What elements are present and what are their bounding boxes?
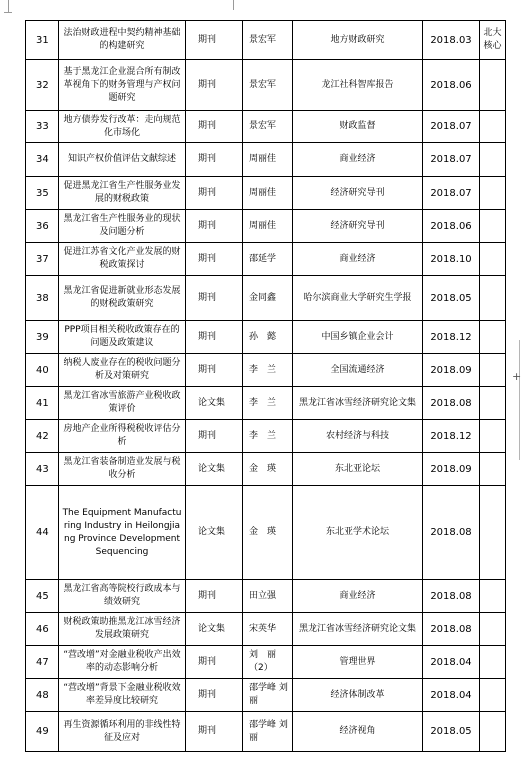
publication-type-cell: 期刊: [186, 679, 243, 712]
note-cell: [480, 354, 506, 387]
publication-date-cell: 2018.06: [423, 60, 480, 111]
publication-date-cell: 2018.06: [423, 210, 480, 243]
table-row: [26, 646, 506, 679]
table-row: [26, 276, 506, 321]
publication-date-cell: 2018.08: [423, 613, 480, 646]
publication-type-cell: 论文集: [186, 387, 243, 420]
paper-title-cell: 法治财政进程中契约精神基础的构建研究: [59, 21, 186, 60]
row-number-cell: 46: [26, 613, 59, 646]
row-number-cell: 35: [26, 177, 59, 210]
publication-venue-cell: 龙江社科智库报告: [293, 60, 423, 111]
publication-venue-cell: 经济研究导刊: [293, 210, 423, 243]
paper-title-cell: The Equipment Manufacturing Industry in Heilongjiang Province Development Sequencing: [59, 486, 186, 580]
publication-date-cell: 2018.12: [423, 321, 480, 354]
paper-title-cell: 财税政策助推黑龙江冰雪经济发展政策研究: [59, 613, 186, 646]
crop-mark: [4, 12, 12, 13]
publication-date-cell: 2018.05: [423, 712, 480, 752]
row-number-cell: 37: [26, 243, 59, 276]
paper-title-cell: 房地产企业所得税税收评估分析: [59, 420, 186, 453]
author-cell: 邵学峰 刘 丽: [243, 712, 293, 752]
row-number-cell: 38: [26, 276, 59, 321]
paper-title-cell: 黑龙江省生产性服务业的现状及问题分析: [59, 210, 186, 243]
table-row: [26, 21, 506, 60]
paper-title-cell: “营改增”背景下金融业税收效率差异度比较研究: [59, 679, 186, 712]
publication-venue-cell: 商业经济: [293, 243, 423, 276]
note-cell: [480, 243, 506, 276]
publication-date-cell: 2018.10: [423, 243, 480, 276]
author-cell: 周丽佳: [243, 210, 293, 243]
paper-title-cell: 促进黑龙江省生产性服务业发展的财税政策: [59, 177, 186, 210]
margin-marker: [519, 340, 520, 460]
paper-title-cell: 知识产权价值评估文献综述: [59, 143, 186, 177]
note-cell: [480, 387, 506, 420]
note-cell: [480, 646, 506, 679]
note-cell: [480, 60, 506, 111]
author-cell: 金 瑛: [243, 486, 293, 580]
author-cell: 李 兰: [243, 387, 293, 420]
author-cell: 景宏军: [243, 60, 293, 111]
publication-type-cell: 论文集: [186, 486, 243, 580]
paper-title-cell: 促进江苏省文化产业发展的财税政策探讨: [59, 243, 186, 276]
publication-venue-cell: 黑龙江省冰雪经济研究论文集: [293, 387, 423, 420]
note-cell: [480, 321, 506, 354]
crop-mark: [233, 0, 234, 10]
author-cell: 邵延学: [243, 243, 293, 276]
publication-type-cell: 期刊: [186, 712, 243, 752]
paper-title-cell: 纳税人废业存在的税收问题分析及对策研究: [59, 354, 186, 387]
row-number-cell: 41: [26, 387, 59, 420]
row-number-cell: 36: [26, 210, 59, 243]
author-cell: 景宏军: [243, 21, 293, 60]
paper-title-cell: 黑龙江省高等院校行政成本与绩效研究: [59, 580, 186, 613]
row-number-cell: 33: [26, 111, 59, 143]
publication-type-cell: 期刊: [186, 580, 243, 613]
note-cell: [480, 712, 506, 752]
margin-plus-mark: +: [512, 370, 522, 383]
paper-title-cell: 地方债券发行改革：走向规范化市场化: [59, 111, 186, 143]
row-number-cell: 43: [26, 453, 59, 486]
publication-venue-cell: 东北亚论坛: [293, 453, 423, 486]
table-row: [26, 486, 506, 580]
publication-venue-cell: 商业经济: [293, 143, 423, 177]
publication-table: [25, 20, 506, 752]
publication-type-cell: 期刊: [186, 321, 243, 354]
publication-venue-cell: 全国流通经济: [293, 354, 423, 387]
table-row: [26, 60, 506, 111]
note-cell: [480, 210, 506, 243]
paper-title-cell: “营改增”对金融业税收产出效率的动态影响分析: [59, 646, 186, 679]
publication-date-cell: 2018.04: [423, 646, 480, 679]
publication-venue-cell: 地方财政研究: [293, 21, 423, 60]
publication-type-cell: 论文集: [186, 453, 243, 486]
note-cell: [480, 276, 506, 321]
publication-date-cell: 2018.05: [423, 276, 480, 321]
publication-type-cell: 期刊: [186, 210, 243, 243]
publication-venue-cell: 管理世界: [293, 646, 423, 679]
table-row: [26, 679, 506, 712]
publication-type-cell: 期刊: [186, 177, 243, 210]
publication-venue-cell: 经济体制改革: [293, 679, 423, 712]
row-number-cell: 49: [26, 712, 59, 752]
note-cell: [480, 143, 506, 177]
table-row: [26, 420, 506, 453]
table-row: [26, 712, 506, 752]
table-body: [26, 21, 506, 752]
table-row: [26, 210, 506, 243]
row-number-cell: 39: [26, 321, 59, 354]
publication-type-cell: 期刊: [186, 60, 243, 111]
publication-type-cell: 期刊: [186, 143, 243, 177]
author-cell: 景宏军: [243, 111, 293, 143]
note-cell: [480, 453, 506, 486]
author-cell: 田立强: [243, 580, 293, 613]
author-cell: 周丽佳: [243, 177, 293, 210]
publication-venue-cell: 商业经济: [293, 580, 423, 613]
row-number-cell: 32: [26, 60, 59, 111]
publication-type-cell: 期刊: [186, 646, 243, 679]
table-row: [26, 580, 506, 613]
note-cell: [480, 177, 506, 210]
row-number-cell: 48: [26, 679, 59, 712]
publication-date-cell: 2018.04: [423, 679, 480, 712]
note-cell: [480, 679, 506, 712]
publication-venue-cell: 东北亚学术论坛: [293, 486, 423, 580]
paper-title-cell: 黑龙江省促进新就业形态发展的财税政策研究: [59, 276, 186, 321]
publication-type-cell: 期刊: [186, 111, 243, 143]
publication-venue-cell: 黑龙江省冰雪经济研究论文集: [293, 613, 423, 646]
publication-venue-cell: 经济视角: [293, 712, 423, 752]
author-cell: 宋英华: [243, 613, 293, 646]
publication-type-cell: 期刊: [186, 21, 243, 60]
table-row: [26, 243, 506, 276]
note-cell: [480, 613, 506, 646]
publication-date-cell: 2018.07: [423, 177, 480, 210]
note-cell: [480, 580, 506, 613]
publication-date-cell: 2018.08: [423, 387, 480, 420]
publication-date-cell: 2018.07: [423, 143, 480, 177]
row-number-cell: 47: [26, 646, 59, 679]
table-row: [26, 321, 506, 354]
publication-date-cell: 2018.08: [423, 580, 480, 613]
table-row: [26, 613, 506, 646]
table-row: [26, 143, 506, 177]
publication-type-cell: 论文集: [186, 613, 243, 646]
row-number-cell: 42: [26, 420, 59, 453]
paper-title-cell: 基于黑龙江企业混合所有制改革视角下的财务管理与产权问题研究: [59, 60, 186, 111]
note-cell: 北大核心: [480, 21, 506, 60]
author-cell: 李 兰: [243, 420, 293, 453]
note-cell: [480, 420, 506, 453]
publication-date-cell: 2018.03: [423, 21, 480, 60]
table-row: [26, 111, 506, 143]
author-cell: 孙 懿: [243, 321, 293, 354]
note-cell: [480, 111, 506, 143]
author-cell: 金同鑫: [243, 276, 293, 321]
table-row: [26, 354, 506, 387]
author-cell: 李 兰: [243, 354, 293, 387]
paper-title-cell: 黑龙江省装备制造业发展与税收分析: [59, 453, 186, 486]
note-cell: [480, 486, 506, 580]
author-cell: 邵学峰 刘 丽: [243, 679, 293, 712]
publication-venue-cell: 哈尔滨商业大学研究生学报: [293, 276, 423, 321]
author-cell: 金 瑛: [243, 453, 293, 486]
table-row: [26, 387, 506, 420]
paper-title-cell: 黑龙江省冰雪旅游产业税收政策评价: [59, 387, 186, 420]
publication-date-cell: 2018.07: [423, 111, 480, 143]
table-row: [26, 177, 506, 210]
publication-venue-cell: 经济研究导刊: [293, 177, 423, 210]
row-number-cell: 40: [26, 354, 59, 387]
author-cell: 刘 丽（2）: [243, 646, 293, 679]
row-number-cell: 44: [26, 486, 59, 580]
publication-venue-cell: 农村经济与科技: [293, 420, 423, 453]
row-number-cell: 31: [26, 21, 59, 60]
publication-type-cell: 期刊: [186, 420, 243, 453]
paper-title-cell: 再生资源循环利用的非线性特征及应对: [59, 712, 186, 752]
publication-venue-cell: 中国乡镇企业会计: [293, 321, 423, 354]
publication-venue-cell: 财政监督: [293, 111, 423, 143]
publication-date-cell: 2018.08: [423, 486, 480, 580]
publication-date-cell: 2018.09: [423, 354, 480, 387]
table-row: [26, 453, 506, 486]
row-number-cell: 34: [26, 143, 59, 177]
publication-date-cell: 2018.09: [423, 453, 480, 486]
publication-type-cell: 期刊: [186, 354, 243, 387]
publication-date-cell: 2018.12: [423, 420, 480, 453]
publication-type-cell: 期刊: [186, 243, 243, 276]
publication-type-cell: 期刊: [186, 276, 243, 321]
author-cell: 周丽佳: [243, 143, 293, 177]
crop-mark: [8, 0, 9, 12]
row-number-cell: 45: [26, 580, 59, 613]
paper-title-cell: PPP项目相关税收政策存在的问题及政策建议: [59, 321, 186, 354]
